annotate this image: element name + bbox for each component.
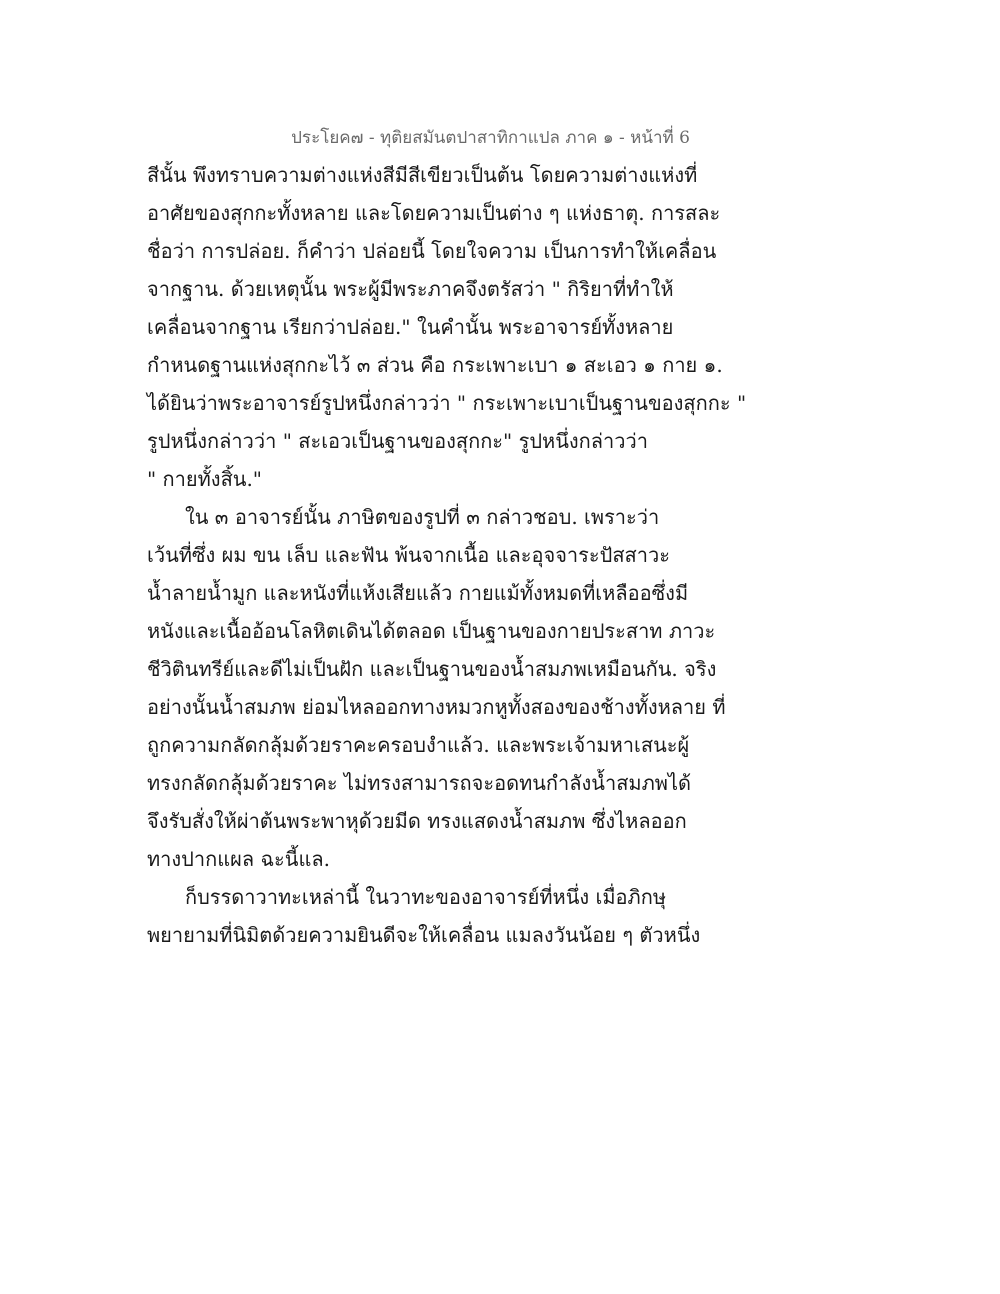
text-line: เคลื่อนจากฐาน เรียกว่าปล่อย." ในคำนั้น พระอาจารย์ทั้งหลาย (147, 315, 674, 339)
paragraph-start-line: ก็บรรดาวาทะเหล่านี้ ในวาทะของอาจารย์ที่หนึ่ง เมื่อภิกษุ (185, 885, 667, 909)
running-header: ประโยค๗ - ทุติยสมันตปาสาทิกาแปล ภาค ๑ - หน้าที่ 6 (291, 128, 690, 148)
text-line: ทางปากแผล ฉะนี้แล. (147, 847, 330, 871)
text-line: " กายทั้งสิ้น." (147, 467, 262, 491)
text-line: ชีวิตินทรีย์และดีไม่เป็นฝัก และเป็นฐานของน้ำสมภพเหมือนกัน. จริง (147, 657, 717, 681)
text-line: ชื่อว่า การปล่อย. ก็คำว่า ปล่อยนี้ โดยใจความ เป็นการทำให้เคลื่อน (147, 239, 717, 263)
paragraph-start-line: ใน ๓ อาจารย์นั้น ภาษิตของรูปที่ ๓ กล่าวชอบ. เพราะว่า (185, 505, 660, 529)
text-line: เว้นที่ซึ่ง ผม ขน เล็บ และฟัน พ้นจากเนื้อ และอุจจาระปัสสาวะ (147, 543, 670, 567)
text-line: อาศัยของสุกกะทั้งหลาย และโดยความเป็นต่าง ๆ แห่งธาตุ. การสละ (147, 201, 721, 225)
text-line: อย่างนั้นน้ำสมภพ ย่อมไหลออกทางหมวกหูทั้งสองของช้างทั้งหลาย ที่ (147, 695, 726, 719)
text-line: น้ำลายน้ำมูก และหนังที่แห้งเสียแล้ว กายแม้ทั้งหมดที่เหลืออซึ่งมี (147, 581, 689, 605)
text-line: ได้ยินว่าพระอาจารย์รูปหนึ่งกล่าวว่า " กระเพาะเบาเป็นฐานของสุกกะ " (147, 391, 747, 415)
body-text (147, 156, 747, 954)
text-line: พยายามที่นิมิตด้วยความยินดีจะให้เคลื่อน แมลงวันน้อย ๆ ตัวหนึ่ง (147, 923, 701, 947)
text-line: จากฐาน. ด้วยเหตุนั้น พระผู้มีพระภาคจึงตรัสว่า " กิริยาที่ทำให้ (147, 277, 674, 301)
text-line: กำหนดฐานแห่งสุกกะไว้ ๓ ส่วน คือ กระเพาะเบา ๑ สะเอว ๑ กาย ๑. (147, 353, 723, 377)
text-line: รูปหนึ่งกล่าวว่า " สะเอวเป็นฐานของสุกกะ" รูปหนึ่งกล่าวว่า (147, 429, 648, 453)
text-line: สีนั้น พึงทราบความต่างแห่งสีมีสีเขียวเป็นต้น โดยความต่างแห่งที่ (147, 163, 698, 187)
text-line: ถูกความกลัดกลุ้มด้วยราคะครอบงำแล้ว. และพระเจ้ามหาเสนะผู้ (147, 733, 690, 757)
text-line: หนังและเนื้ออ้อนโลหิตเดินได้ตลอด เป็นฐานของกายประสาท ภาวะ (147, 619, 716, 643)
text-line: จึงรับสั่งให้ผ่าต้นพระพาหุด้วยมีด ทรงแสดงน้ำสมภพ ซึ่งไหลออก (147, 809, 687, 833)
text-line: ทรงกลัดกลุ้มด้วยราคะ ไม่ทรงสามารถจะอดทนกำลังน้ำสมภพได้ (147, 771, 692, 795)
